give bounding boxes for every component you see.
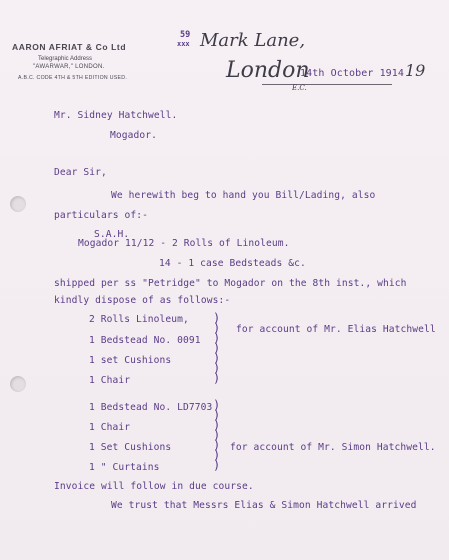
list-item: 1 " Curtains (89, 462, 160, 473)
telegraphic-label: Telegraphic Address (38, 56, 93, 62)
mark-line: 14 - 1 case Bedsteads &c. (159, 258, 306, 269)
body-line: shipped per ss "Petridge" to Mogador on the 8th inst., which (54, 278, 407, 289)
account-note: for account of Mr. Simon Hatchwell. (230, 442, 436, 453)
list-item: 1 Chair (89, 375, 131, 386)
list-item: 1 Bedstead No. 0091 (89, 335, 201, 346)
list-item: 1 Set Cushions (89, 442, 172, 453)
list-item: 2 Rolls Linoleum, (89, 314, 189, 325)
punch-hole (10, 376, 26, 392)
letter-date: 14th October 1914 (300, 68, 405, 79)
body-line: We trust that Messrs Elias & Simon Hatchwell arrived (111, 500, 417, 511)
body-line: Invoice will follow in due course. (54, 481, 254, 492)
brace: ) ) ) ) ) ) ) (213, 311, 221, 385)
brace: ) ) ) ) ) ) ) (213, 398, 221, 472)
account-note: for account of Mr. Elias Hatchwell (236, 324, 436, 335)
street-number: 59 (180, 30, 191, 40)
shipping-mark: S.A.H. (94, 229, 130, 240)
street-name: Mark Lane, (200, 30, 306, 51)
body-line: particulars of:- (54, 210, 149, 221)
street-number-sub: xxx (177, 40, 190, 48)
company-name: AARON AFRIAT & Co Ltd (12, 42, 127, 52)
mark-line: Mogador 11/12 - 2 Rolls of Linoleum. (78, 238, 290, 249)
body-line: We herewith beg to hand you Bill/Lading, also (111, 190, 376, 201)
city-name: London (226, 58, 310, 83)
punch-hole (10, 196, 26, 212)
list-item: 1 Chair (89, 422, 131, 433)
printed-year: 19 (405, 61, 426, 80)
telegraphic-address: "AWARWAR," LONDON. (33, 64, 105, 70)
salutation: Dear Sir, (54, 167, 107, 178)
recipient-name: Mr. Sidney Hatchwell. (54, 110, 178, 121)
recipient-place: Mogador. (110, 130, 158, 141)
postcode: E.C. (292, 84, 307, 92)
code-line: A.B.C. CODE 4TH & 5TH EDITION USED. (18, 75, 128, 81)
body-line: kindly dispose of as follows:- (54, 295, 231, 306)
list-item: 1 Bedstead No. LD7703 (89, 402, 213, 413)
list-item: 1 set Cushions (89, 355, 172, 366)
date-rule (262, 84, 392, 85)
